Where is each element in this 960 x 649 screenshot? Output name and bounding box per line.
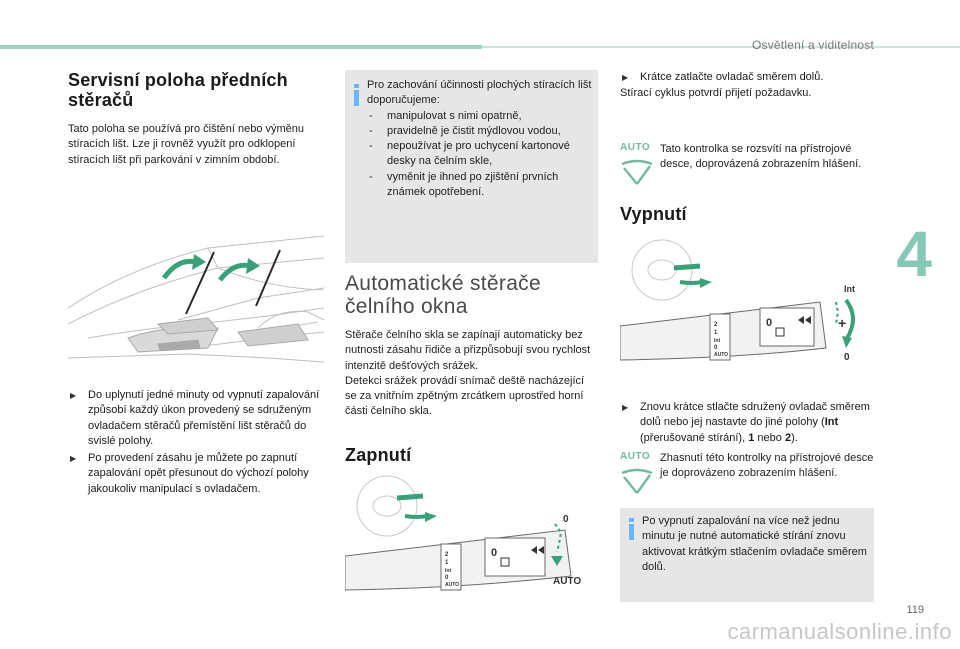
stalk-on-illustration [345,472,590,597]
column-service-position [68,70,323,168]
auto-off-text: Zhasnutí této kontrolky na přístrojové desce je doprovázeno zobrazením hlášení. [660,452,874,480]
list-item: - manipulovat s nimi opatrně, [367,109,592,124]
info-icon [352,84,360,106]
off-text-1: 1 [748,431,755,444]
stalk-ring-0: 0 [491,547,498,559]
stalk-mark-1: 1 [714,330,718,336]
list-item: - vyměnit je ihned po zjištění prvních známek opotřebení. [367,170,592,201]
auto-indicator-off [620,451,880,511]
list-item: ▶ Krátce zatlačte ovladač směrem dolů. [620,70,875,85]
switch-on-bullets [620,70,875,87]
service-intro: Tato poloha se používá pro čištění nebo výměnu stíracích lišt. Lze ji rovněž využít pro odklopení stíracích lišt při parkování v zimním období. [68,123,305,166]
auto-label: AUTO [620,142,651,153]
off-text-pre: Znovu krátce stlačte sdružený ovladač směrem dolů nebo jej nastavte do jiné polohy ( [640,401,870,429]
info-care-text [367,78,592,200]
stalk-label-0: 0 [844,352,850,363]
switch-off-bullets [620,400,878,448]
auto-body: Stěrače čelního skla se zapínají automaticky bez nutnosti zásahu řidiče a přizpůsobují svou rychlost intenzitě dešťových srážek. [345,329,591,372]
auto-on-text: Tato kontrolka se rozsvítí na přístrojové desce, doprovázená zobrazením hlášení. [660,143,862,171]
car-wipers-illustration [68,228,324,376]
stalk-mark-2: 2 [445,552,449,558]
wiper-warning-icon [620,156,654,186]
list-item: ▶ Po provedení zásahu je můžete po zapnutí zapalování opět přesunout do výchozí polohy jakoukoliv manipulací s ovladačem. [68,451,326,497]
heading-automatic-wipers: Automatické stěrače čelního okna [345,272,541,318]
chapter-number: 4 [896,218,932,290]
stalk-off-illustration [620,236,865,366]
info-intro: Pro zachování účinnosti plochých stíracích lišt doporučujeme: [367,79,592,107]
auto-wipers-text [345,328,598,420]
service-bullets [68,388,326,499]
heading-switch-off: Vypnutí [620,204,687,224]
info-box-care [345,70,598,263]
stalk-label-0: 0 [563,514,569,525]
page-number: 119 [906,604,924,616]
section-title: Osvětlení a viditelnost [752,38,874,52]
stalk-mark-0: 0 [714,345,718,351]
auto-body2: Detekci srážek provádí snímač deště nacházející se za vnitřním zpětným zrcátkem uprostřed horní části čelního skla. [345,374,585,418]
off-text-mid: (přerušované stírání), [640,431,749,444]
off-text-int: Int [824,416,839,429]
confirm-text: Stírací cyklus potvrdí přijetí požadavku. [620,87,812,99]
off-text-2: 2 [784,431,792,444]
heading-service-position: Servisní poloha předních stěračů [68,70,288,110]
off-text-nebo: nebo [754,431,785,444]
stalk-mark-1: 1 [445,560,449,566]
stalk-label-int: Int [844,284,855,294]
info-icon [627,518,635,540]
stalk-mark-int: Int [714,338,721,344]
wiper-warning-icon [620,465,654,495]
auto-indicator-on [620,142,880,202]
info-reactivate-text: Po vypnutí zapalování na více než jednu minutu je nutné automatické stírání znovu aktivovat krátkým stlačením ovladače směrem dolů. [642,515,867,573]
header-rule [482,46,960,48]
stalk-mark-int: Int [445,568,452,574]
heading-switch-on: Zapnutí [345,445,412,465]
stalk-ring-0: 0 [766,317,773,329]
stalk-label-auto: AUTO [553,576,582,587]
off-text-end: ). [791,431,798,444]
watermark: carmanualsonline.info [727,619,952,644]
info-box-reactivate [620,508,874,602]
list-item: - nepoužívat je pro uchycení kartonové desky na čelním skle, [367,139,592,170]
stalk-mark-2: 2 [714,322,718,328]
list-item [620,400,878,446]
stalk-mark-0: 0 [445,575,449,581]
auto-label: AUTO [620,451,651,462]
svg-text:+: + [838,315,847,331]
list-item: - pravidelně je čistit mýdlovou vodou, [367,124,592,139]
header-accent-rule [0,45,482,49]
list-item: ▶ Do uplynutí jedné minuty od vypnutí zapalování způsobí každý úkon provedený se sdruženým ovladačem stěračů přemístění lišt stěračů do svislé polohy. [68,388,326,449]
stalk-mark-auto: AUTO [714,352,729,358]
stalk-mark-auto: AUTO [445,582,460,588]
care-list [367,109,592,201]
